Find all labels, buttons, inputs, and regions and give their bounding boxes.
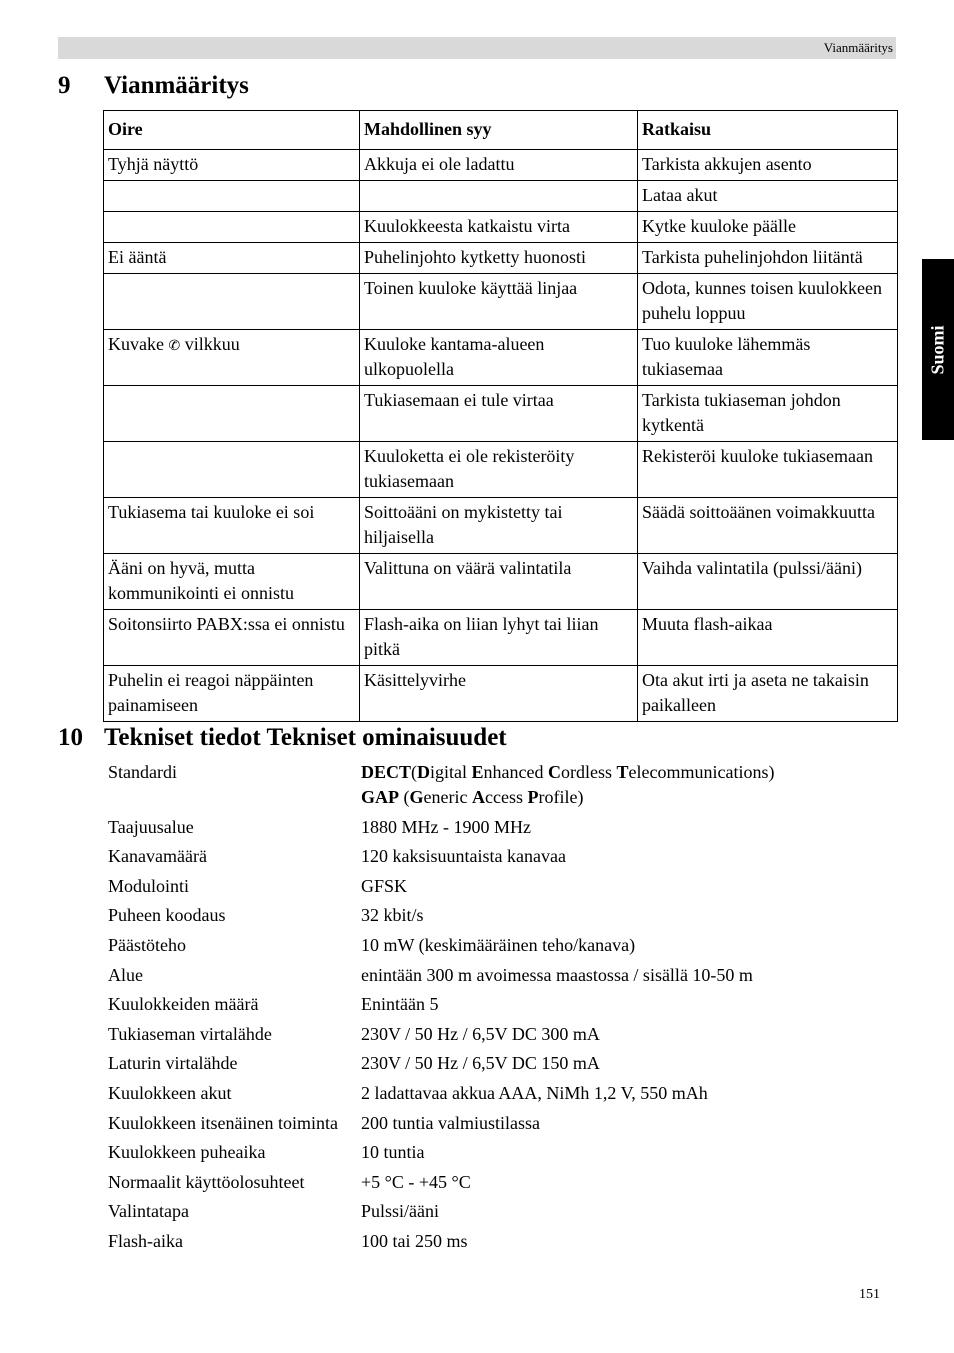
spec-label: Alue: [108, 964, 143, 985]
spec-value: 32 kbit/s: [361, 905, 424, 926]
language-tab-label: Suomi: [927, 324, 948, 375]
spec-label: Normaalit käyttöolosuhteet: [108, 1171, 305, 1192]
spec-label: Modulointi: [108, 875, 190, 896]
solution-cell: Lataa akut: [638, 181, 898, 212]
cause-cell: Kuulokkeesta katkaistu virta: [360, 212, 638, 243]
spec-value: 120 kaksisuuntaista kanavaa: [361, 846, 566, 867]
symptom-cell: Ääni on hyvä, mutta kommunikointi ei onnistu: [104, 554, 360, 610]
spec-label: Tukiaseman virtalähde: [108, 1023, 272, 1044]
symptom-cell: [104, 442, 360, 498]
spec-row: [108, 963, 898, 988]
solution-cell: Ota akut irti ja aseta ne takaisin paikalleen: [638, 666, 898, 722]
spec-value: Enintään 5: [361, 994, 439, 1015]
spec-row: [108, 1170, 898, 1195]
solution-cell: Rekisteröi kuuloke tukiasemaan: [638, 442, 898, 498]
spec-list: [108, 760, 898, 1259]
spec-label: Kuulokkeen puheaika: [108, 1142, 266, 1163]
spec-row: [108, 1051, 898, 1076]
spec-value: [361, 760, 898, 810]
cause-cell: Kuuloke kantama-alueen ulkopuolella: [360, 330, 638, 386]
spec-label: Kuulokkeiden määrä: [108, 994, 259, 1015]
table-row: [104, 442, 898, 498]
symptom-text-before: Kuvake: [108, 334, 164, 354]
solution-cell: Säädä soittoäänen voimakkuutta: [638, 498, 898, 554]
handset-icon: ✆: [168, 339, 181, 354]
table-row: [104, 330, 898, 386]
cause-cell: Käsittelyvirhe: [360, 666, 638, 722]
spec-row: [108, 1081, 898, 1106]
spec-row: [108, 933, 898, 958]
spec-label: Päästöteho: [108, 934, 186, 955]
symptom-cell: Tukiasema tai kuuloke ei soi: [104, 498, 360, 554]
running-header: [58, 37, 896, 59]
spec-label: Puheen koodaus: [108, 905, 226, 926]
solution-cell: Vaihda valintatila (pulssi/ääni): [638, 554, 898, 610]
symptom-cell: [104, 386, 360, 442]
spec-value: 2 ladattavaa akkua AAA, NiMh 1,2 V, 550 mAh: [361, 1082, 708, 1103]
spec-value: 1880 MHz - 1900 MHz: [361, 816, 531, 837]
cause-cell: Akkuja ei ole ladattu: [360, 150, 638, 181]
symptom-cell: Puhelin ei reagoi näppäinten painamiseen: [104, 666, 360, 722]
solution-cell: Tarkista tukiaseman johdon kytkentä: [638, 386, 898, 442]
spec-value: 230V / 50 Hz / 6,5V DC 150 mA: [361, 1053, 600, 1074]
solution-cell: Muuta flash-aikaa: [638, 610, 898, 666]
cause-cell: Valittuna on väärä valintatila: [360, 554, 638, 610]
table-row: [104, 243, 898, 274]
language-tab: [922, 259, 954, 440]
solution-cell: Tuo kuuloke lähemmäs tukiasemaa: [638, 330, 898, 386]
spec-label: Valintatapa: [108, 1201, 189, 1222]
spec-label: Kuulokkeen itsenäinen toiminta: [108, 1112, 338, 1133]
solution-cell: Kytke kuuloke päälle: [638, 212, 898, 243]
cause-cell: Kuuloketta ei ole rekisteröity tukiasemaan: [360, 442, 638, 498]
spec-row: [108, 903, 898, 928]
spec-label: Taajuusalue: [108, 816, 194, 837]
solution-cell: Tarkista puhelinjohdon liitäntä: [638, 243, 898, 274]
table-row: [104, 498, 898, 554]
table-header-row: [104, 111, 898, 150]
spec-value: 200 tuntia valmiustilassa: [361, 1112, 540, 1133]
cause-cell: Puhelinjohto kytketty huonosti: [360, 243, 638, 274]
symptom-cell: Tyhjä näyttö: [104, 150, 360, 181]
table-row: [104, 150, 898, 181]
table-row: [104, 610, 898, 666]
section-heading-technical-data: [58, 724, 507, 752]
spec-label: Flash-aika: [108, 1230, 183, 1251]
cause-cell: Tukiasemaan ei tule virtaa: [360, 386, 638, 442]
symptom-cell: Ei ääntä: [104, 243, 360, 274]
page-number: 151: [859, 1287, 880, 1302]
table-row: [104, 386, 898, 442]
spec-value: 230V / 50 Hz / 6,5V DC 300 mA: [361, 1023, 600, 1044]
spec-value: 10 mW (keskimääräinen teho/kanava): [361, 934, 636, 955]
table-row: [104, 181, 898, 212]
solution-cell: Tarkista akkujen asento: [638, 150, 898, 181]
section-heading-troubleshooting: [58, 72, 249, 100]
spec-label: Kanavamäärä: [108, 846, 207, 867]
spec-row: [108, 1229, 898, 1254]
spec-row: [108, 1022, 898, 1047]
cause-cell: Toinen kuuloke käyttää linjaa: [360, 274, 638, 330]
spec-label: Kuulokkeen akut: [108, 1082, 232, 1103]
cause-cell: Flash-aika on liian lyhyt tai liian pitkä: [360, 610, 638, 666]
table-row: [104, 554, 898, 610]
spec-row: [108, 1111, 898, 1136]
gap-line: GAP (Generic Access Profile): [361, 787, 584, 807]
spec-value: 10 tuntia: [361, 1142, 425, 1163]
table-row: [104, 274, 898, 330]
symptom-cell: Soitonsiirto PABX:ssa ei onnistu: [104, 610, 360, 666]
symptom-cell: [104, 274, 360, 330]
troubleshooting-table: [103, 110, 898, 722]
spec-value: 100 tai 250 ms: [361, 1230, 468, 1251]
cause-cell: Soittoääni on mykistetty tai hiljaisella: [360, 498, 638, 554]
spec-label: Laturin virtalähde: [108, 1053, 238, 1074]
cause-cell: [360, 181, 638, 212]
spec-value: Pulssi/ääni: [361, 1201, 440, 1222]
dect-line: DECT(Digital Enhanced Cordless Telecommunications): [361, 762, 775, 782]
column-header-cause: Mahdollinen syy: [360, 111, 638, 150]
section-title: Vianmääritys: [104, 72, 249, 99]
section-number: 9: [58, 72, 71, 99]
section-title: Tekniset tiedot Tekniset ominaisuudet: [104, 724, 507, 751]
spec-row: [108, 1199, 898, 1224]
symptom-cell: [104, 330, 360, 386]
table-row: [104, 666, 898, 722]
symptom-cell: [104, 212, 360, 243]
spec-label: Standardi: [108, 762, 177, 782]
spec-row: [108, 1140, 898, 1165]
spec-row-standard: [108, 760, 898, 810]
table-row: [104, 212, 898, 243]
spec-row: [108, 874, 898, 899]
spec-value: +5 °C - +45 °C: [361, 1171, 471, 1192]
column-header-solution: Ratkaisu: [638, 111, 898, 150]
symptom-text-after: vilkkuu: [184, 334, 240, 354]
solution-cell: Odota, kunnes toisen kuulokkeen puhelu loppuu: [638, 274, 898, 330]
symptom-cell: [104, 181, 360, 212]
spec-value: GFSK: [361, 875, 408, 896]
spec-row: [108, 992, 898, 1017]
running-header-title: Vianmääritys: [823, 40, 893, 55]
spec-row: [108, 844, 898, 869]
column-header-symptom: Oire: [104, 111, 360, 150]
section-number: 10: [58, 724, 83, 751]
spec-row: [108, 815, 898, 840]
spec-value: enintään 300 m avoimessa maastossa / sisällä 10-50 m: [361, 964, 753, 985]
